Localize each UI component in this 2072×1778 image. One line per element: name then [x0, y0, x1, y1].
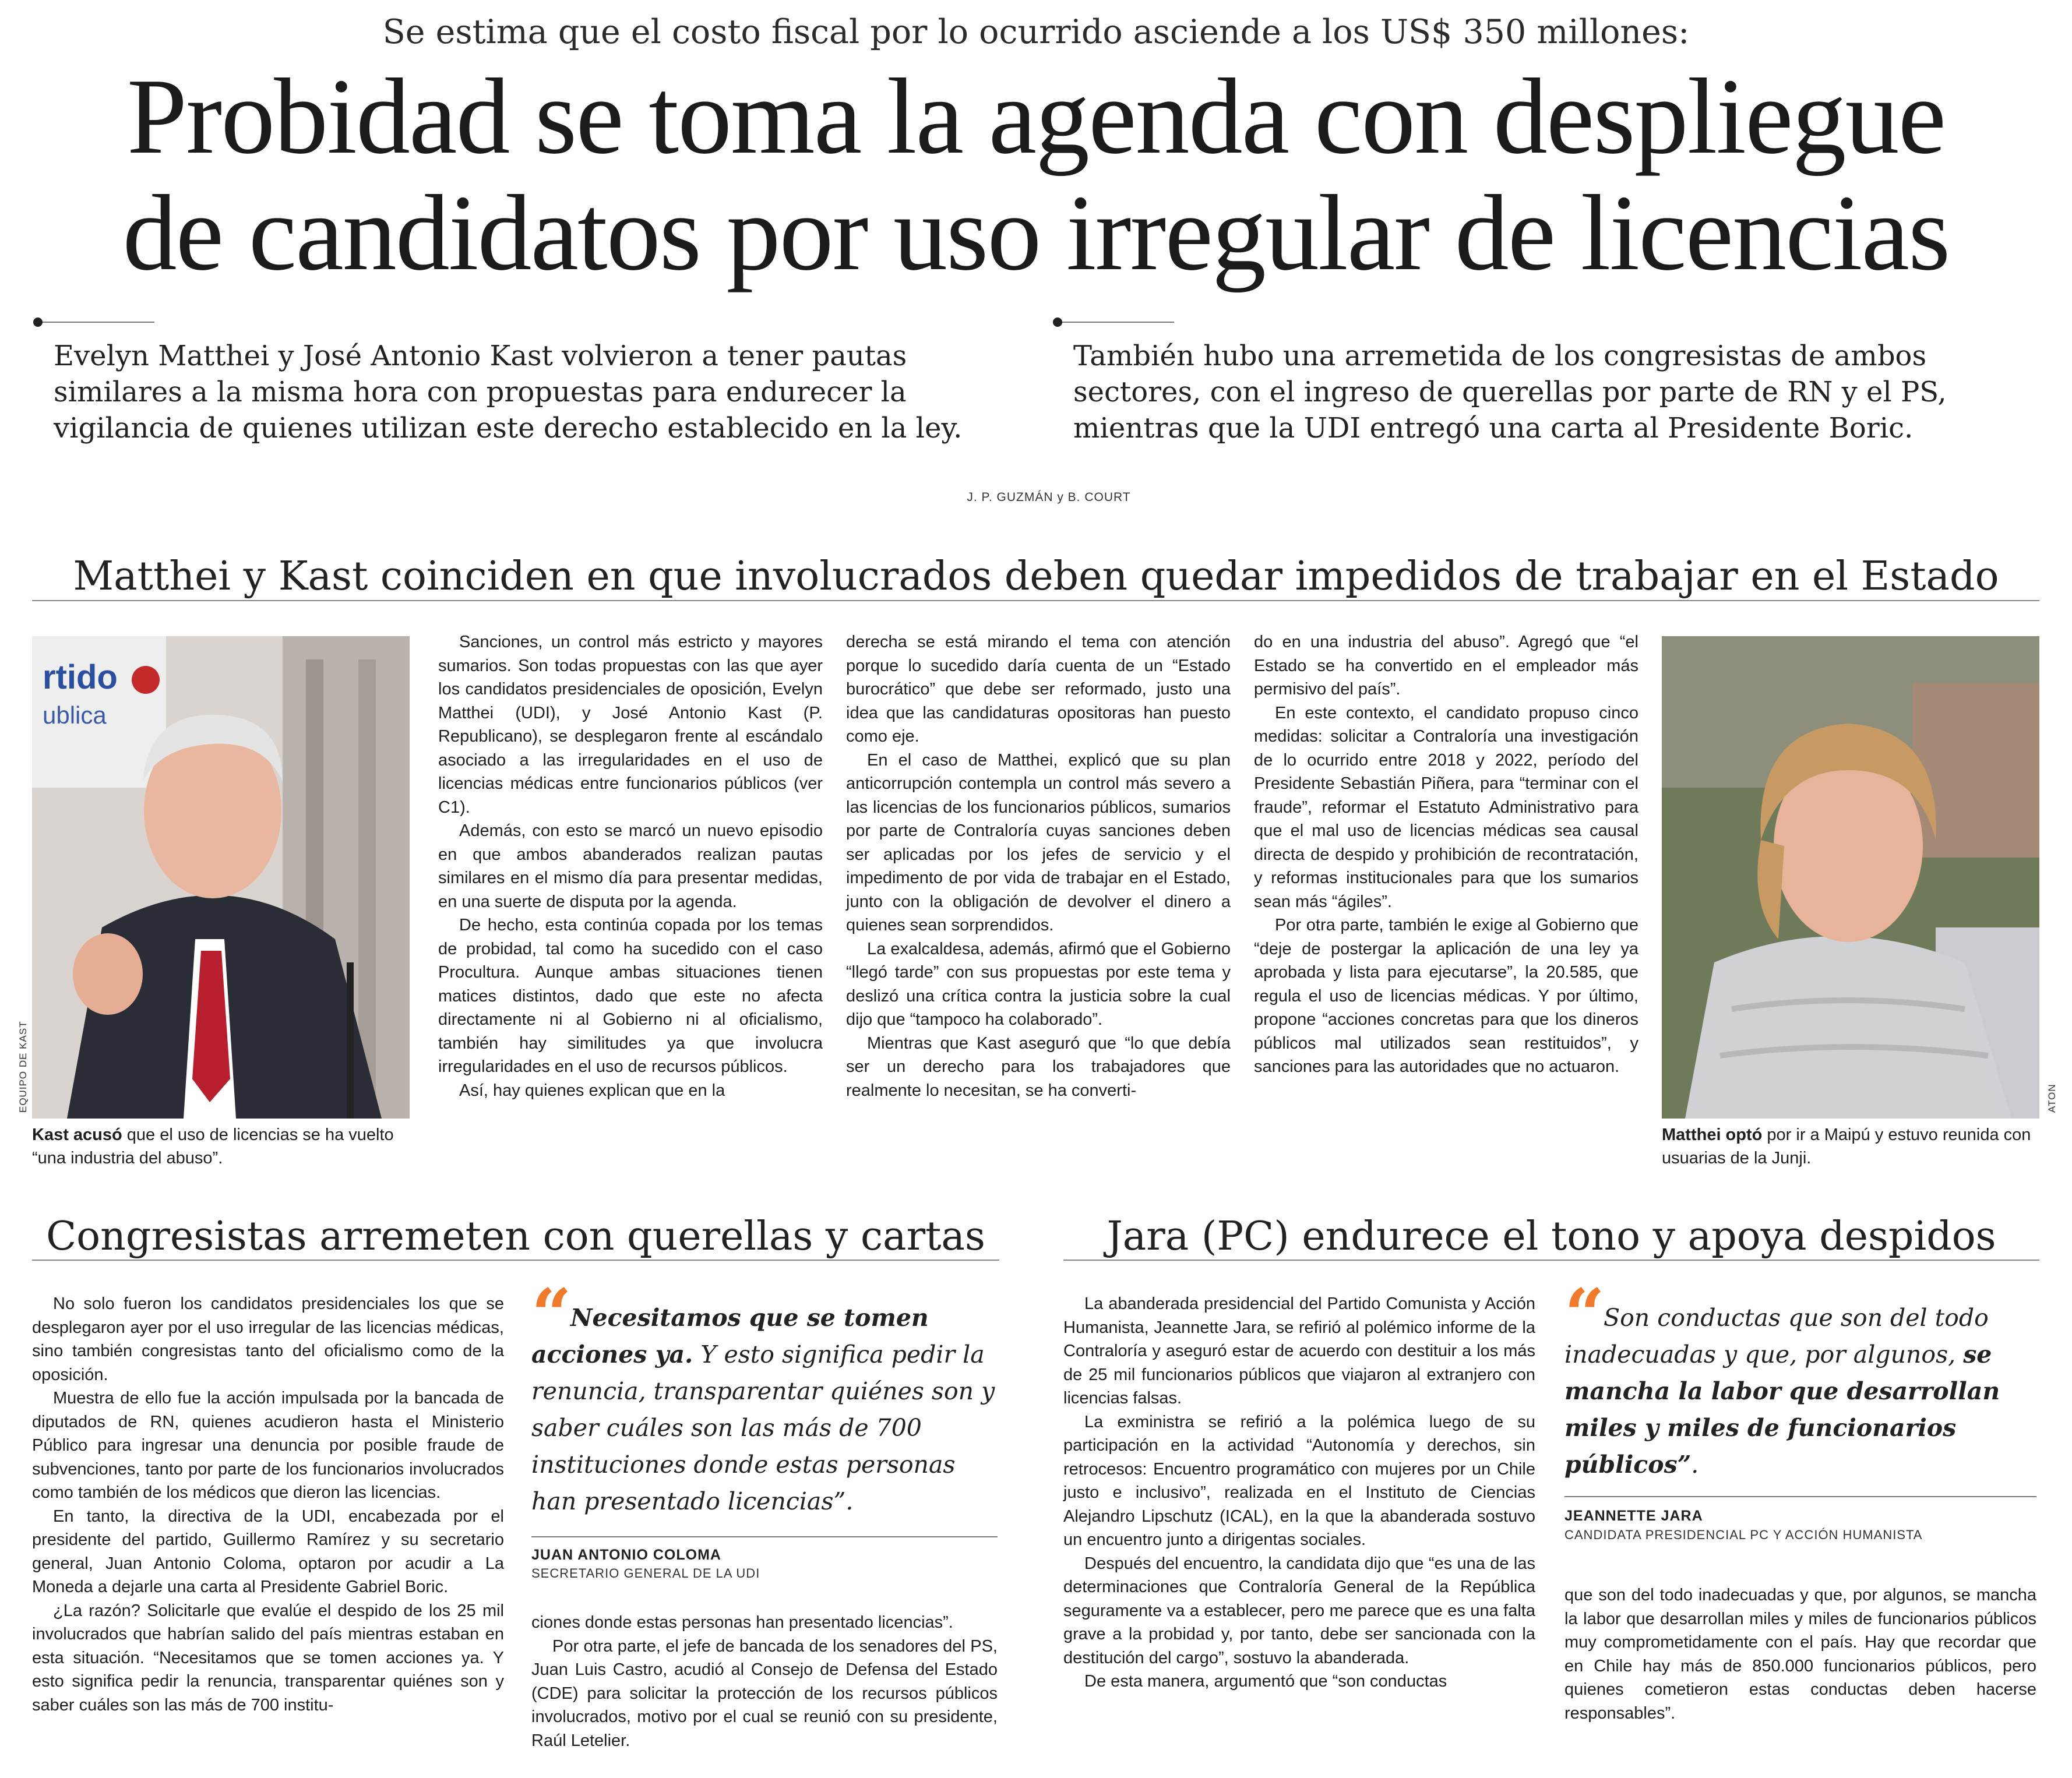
section2-col2: ciones donde estas personas han presentado licencias”. Por otra parte, el jefe de bancada de los senadores del PS, Juan Luis Castro, acudió al Consejo de Defensa del Estado (CDE) para solicitar la protección de los recursos públicos involucrados, motivo por el cual se reunió con su presidente, Raúl Letelier. [531, 1613, 998, 1750]
section2-col1: No solo fueron los candidatos presidenciales los que se desplegaron ayer por el uso irregular de las licencias médicas, sino también congresistas tanto del oficialismo como de la oposición. Muestra de ello fue la acción impulsada por la bancada de diputados de RN, quienes acudieron hasta el Ministerio Público para ingresar una denuncia por posible fraude de subvenciones, tanto por parte de los funcionarios involucrados como también de los médicos que dieron las licencias. En tanto, la directiva de la UDI, encabezada por el presidente del partido, Guillermo Ramírez y su secretario general, Juan Antonio Coloma, optaron por acudir a La Moneda a dejarle una carta al Presidente Gabriel Boric. ¿La razón? Solicitarle que evalúe el despido de los 25 mil involucrados que habrían salido del país mientras estaban en esta situación. “Necesitamos que se tomen acciones ya. Y esto significa pedir la renuncia, transparentar quiénes son y saber cuáles son las más de 700 institu- [32, 1294, 504, 1714]
coloma-quote: “ Necesitamos que se tomen acciones ya. Y esto significa pedir la renuncia, transparentar quiénes son y saber cuáles son las más de 700 instituciones donde estas personas han presentado licencias”. [531, 1273, 995, 1515]
kast-photo-credit: EQUIPO DE KAST [17, 1021, 29, 1113]
section1-rule [32, 600, 2039, 601]
jara-quote: “ Son conductas que son del todo inadecuadas y que, por algunos, se mancha la labor que desarrollan miles y miles de funcionarios públicos”. [1564, 1273, 2000, 1479]
section3-title: Jara (PC) endurece el tono y apoya despidos [1107, 1213, 1996, 1260]
deck-left-bullet [38, 322, 154, 323]
section1-col2: derecha se está mirando el tema con atención porque lo sucedido daría cuenta de un “Estado burocrático” que debe ser reformado, justo una idea que las candidaturas opositoras han puesto como eje. En el caso de Matthei, explicó que su plan anticorrupción contempla un control más severo a las licencias de los funcionarios públicos, sumarios por parte de Contraloría cuyas sanciones deben ser aplicadas por los jefes de servicio y el impedimento de por vida de trabajar en el Estado, junto con la obligación de devolver el dinero a quienes sean sorprendidos. La exalcaldesa, además, afirmó que el Gobierno “llegó tarde” con sus propuestas por este tema y deslizó una crítica contra la justicia sobre la cual dijo que “tampoco ha colaborado”. Mientras que Kast aseguró que “lo que debía ser un derecho para los trabajadores que realmente lo necesitan, se ha converti- [846, 633, 1231, 1100]
headline-line-2: de candidatos por uso irregular de licencias [122, 173, 1950, 293]
svg-text:rtido: rtido [43, 658, 118, 696]
matthei-photo [1662, 636, 2039, 1119]
jara-name: JEANNETTE JARA [1564, 1508, 1703, 1524]
coloma-quote-rule [531, 1536, 998, 1537]
section2-rule [32, 1260, 999, 1261]
section1-col1: Sanciones, un control más estricto y mayores sumarios. Son todas propuestas con las que ayer los candidatos presidenciales de oposición, Evelyn Matthei (UDI), y José Antonio Kast (P. Republicano), se desplegaron frente al escándalo asociado a las irregularidades en el uso de licencias médicas entre funcionarios públicos (ver C1). Además, con esto se marcó un nuevo episodio en que ambos abanderados realizan pautas similares en el mismo día para presentar medidas, en una suerte de disputa por la agenda. De hecho, esta continúa copada por los temas de probidad, tal como ha sucedido con el caso Procultura. Aunque ambas situaciones tienen matices distintos, dado que este no afecta directamente ni al Gobierno ni al oficialismo, también hay similitudes ya que involucra irregularidades en el uso de recursos públicos. Así, hay quienes explican que en la [438, 633, 823, 1100]
deck-right: También hubo una arremetida de los congresistas de ambos sectores, con el ingreso de querellas por parte de RN y el PS, mientras que la UDI entregó una carta al Presidente Boric. [1073, 340, 1947, 444]
quote-mark-icon: “ [1564, 1273, 1601, 1356]
headline [0, 58, 2072, 291]
section1-col3: do en una industria del abuso”. Agregó que “el Estado se ha convertido en el empleador más permisivo del país”. En este contexto, el candidato propuso cinco medidas: solicitar a Contraloría una investigación de lo ocurrido entre 2018 y 2022, período del Presidente Sebastián Piñera, para “terminar con el fraude”, reformar el Estatuto Administrativo para que el mal uso de licencias médicas sea causal directa de despido y prohibición de recontratación, y reformas institucionales para que los sumarios sean más “ágiles”. Por otra parte, también le exige al Gobierno que “deje de postergar la aplicación de una ley ya aprobada y lista para ejecutarse”, la 20.585, que regula el uso de licencias médicas. Y por último, propone “acciones concretas para que los dineros públicos mal utilizados sean restituidos”, y sanciones para las autoridades que no actuaron. [1254, 633, 1638, 1076]
jara-role: CANDIDATA PRESIDENCIAL PC Y ACCIÓN HUMANISTA [1564, 1527, 1923, 1542]
quote-mark-icon: “ [531, 1273, 568, 1356]
section3-col2: que son del todo inadecuadas y que, por algunos, se mancha la labor que desarrollan miles y miles de funcionarios públicos muy comprometidamente con el país. Hay que recordar que en Chile hay más de 850.000 funcionarios públicos, pero quienes cometieron estas conductas deben hacerse responsables”. [1564, 1586, 2036, 1723]
byline: J. P. GUZMÁN y B. COURT [967, 491, 1131, 504]
kast-caption: Kast acusó que el uso de licencias se ha vuelto “una industria del abuso”. [32, 1126, 394, 1167]
matthei-caption: Matthei optó por ir a Maipú y estuvo reunida con usuarias de la Junji. [1662, 1126, 2031, 1167]
coloma-name: JUAN ANTONIO COLOMA [531, 1547, 721, 1563]
section3-col1: La abanderada presidencial del Partido Comunista y Acción Humanista, Jeannette Jara, se refirió al polémico informe de la Contraloría y aseguró estar de acuerdo con destituir a los más de 25 mil funcionarios públicos que viajaron al extranjero con licencias falsas. La exministra se refirió a la polémica luego de su participación en la actividad “Autonomía y derechos, sin retrocesos: Encuentro programático con mujeres por un Chile justo e inclusivo”, realizada en el Instituto de Ciencias Alejandro Lipschutz (ICAL), en la que la abanderada sostuvo un encuentro junto a dirigentas sociales. Después del encuentro, la candidata dijo que “es una de las determinaciones que Contraloría General de la República seguramente va a establecer, pero me parece que es una falta grave a la probidad y, por tanto, debe ser sancionada con la destitución del cargo”, sostuvo la abanderada. De esta manera, argumentó que “son conductas [1063, 1294, 1535, 1691]
jara-quote-rule [1564, 1496, 2036, 1497]
section1-title: Matthei y Kast coinciden en que involucrados deben quedar impedidos de trabajar en el Estado [73, 553, 1999, 599]
deck-right-bullet [1058, 322, 1174, 323]
svg-text:ublica: ublica [43, 701, 107, 729]
coloma-role: SECRETARIO GENERAL DE LA UDI [531, 1566, 760, 1581]
deck-left: Evelyn Matthei y José Antonio Kast volvieron a tener pautas similares a la misma hora con propuestas para endurecer la vigilancia de quienes utilizan este derecho establecido en la ley. [54, 340, 963, 444]
section3-rule [1063, 1260, 2039, 1261]
kast-photo [32, 636, 410, 1119]
kicker: Se estima que el costo fiscal por lo ocurrido asciende a los US$ 350 millones: [382, 13, 1690, 51]
headline-line-1: Probidad se toma la agenda con despliegue [126, 57, 1946, 177]
section2-title: Congresistas arremeten con querellas y cartas [46, 1213, 985, 1260]
matthei-photo-credit: ATON [2046, 1084, 2057, 1113]
